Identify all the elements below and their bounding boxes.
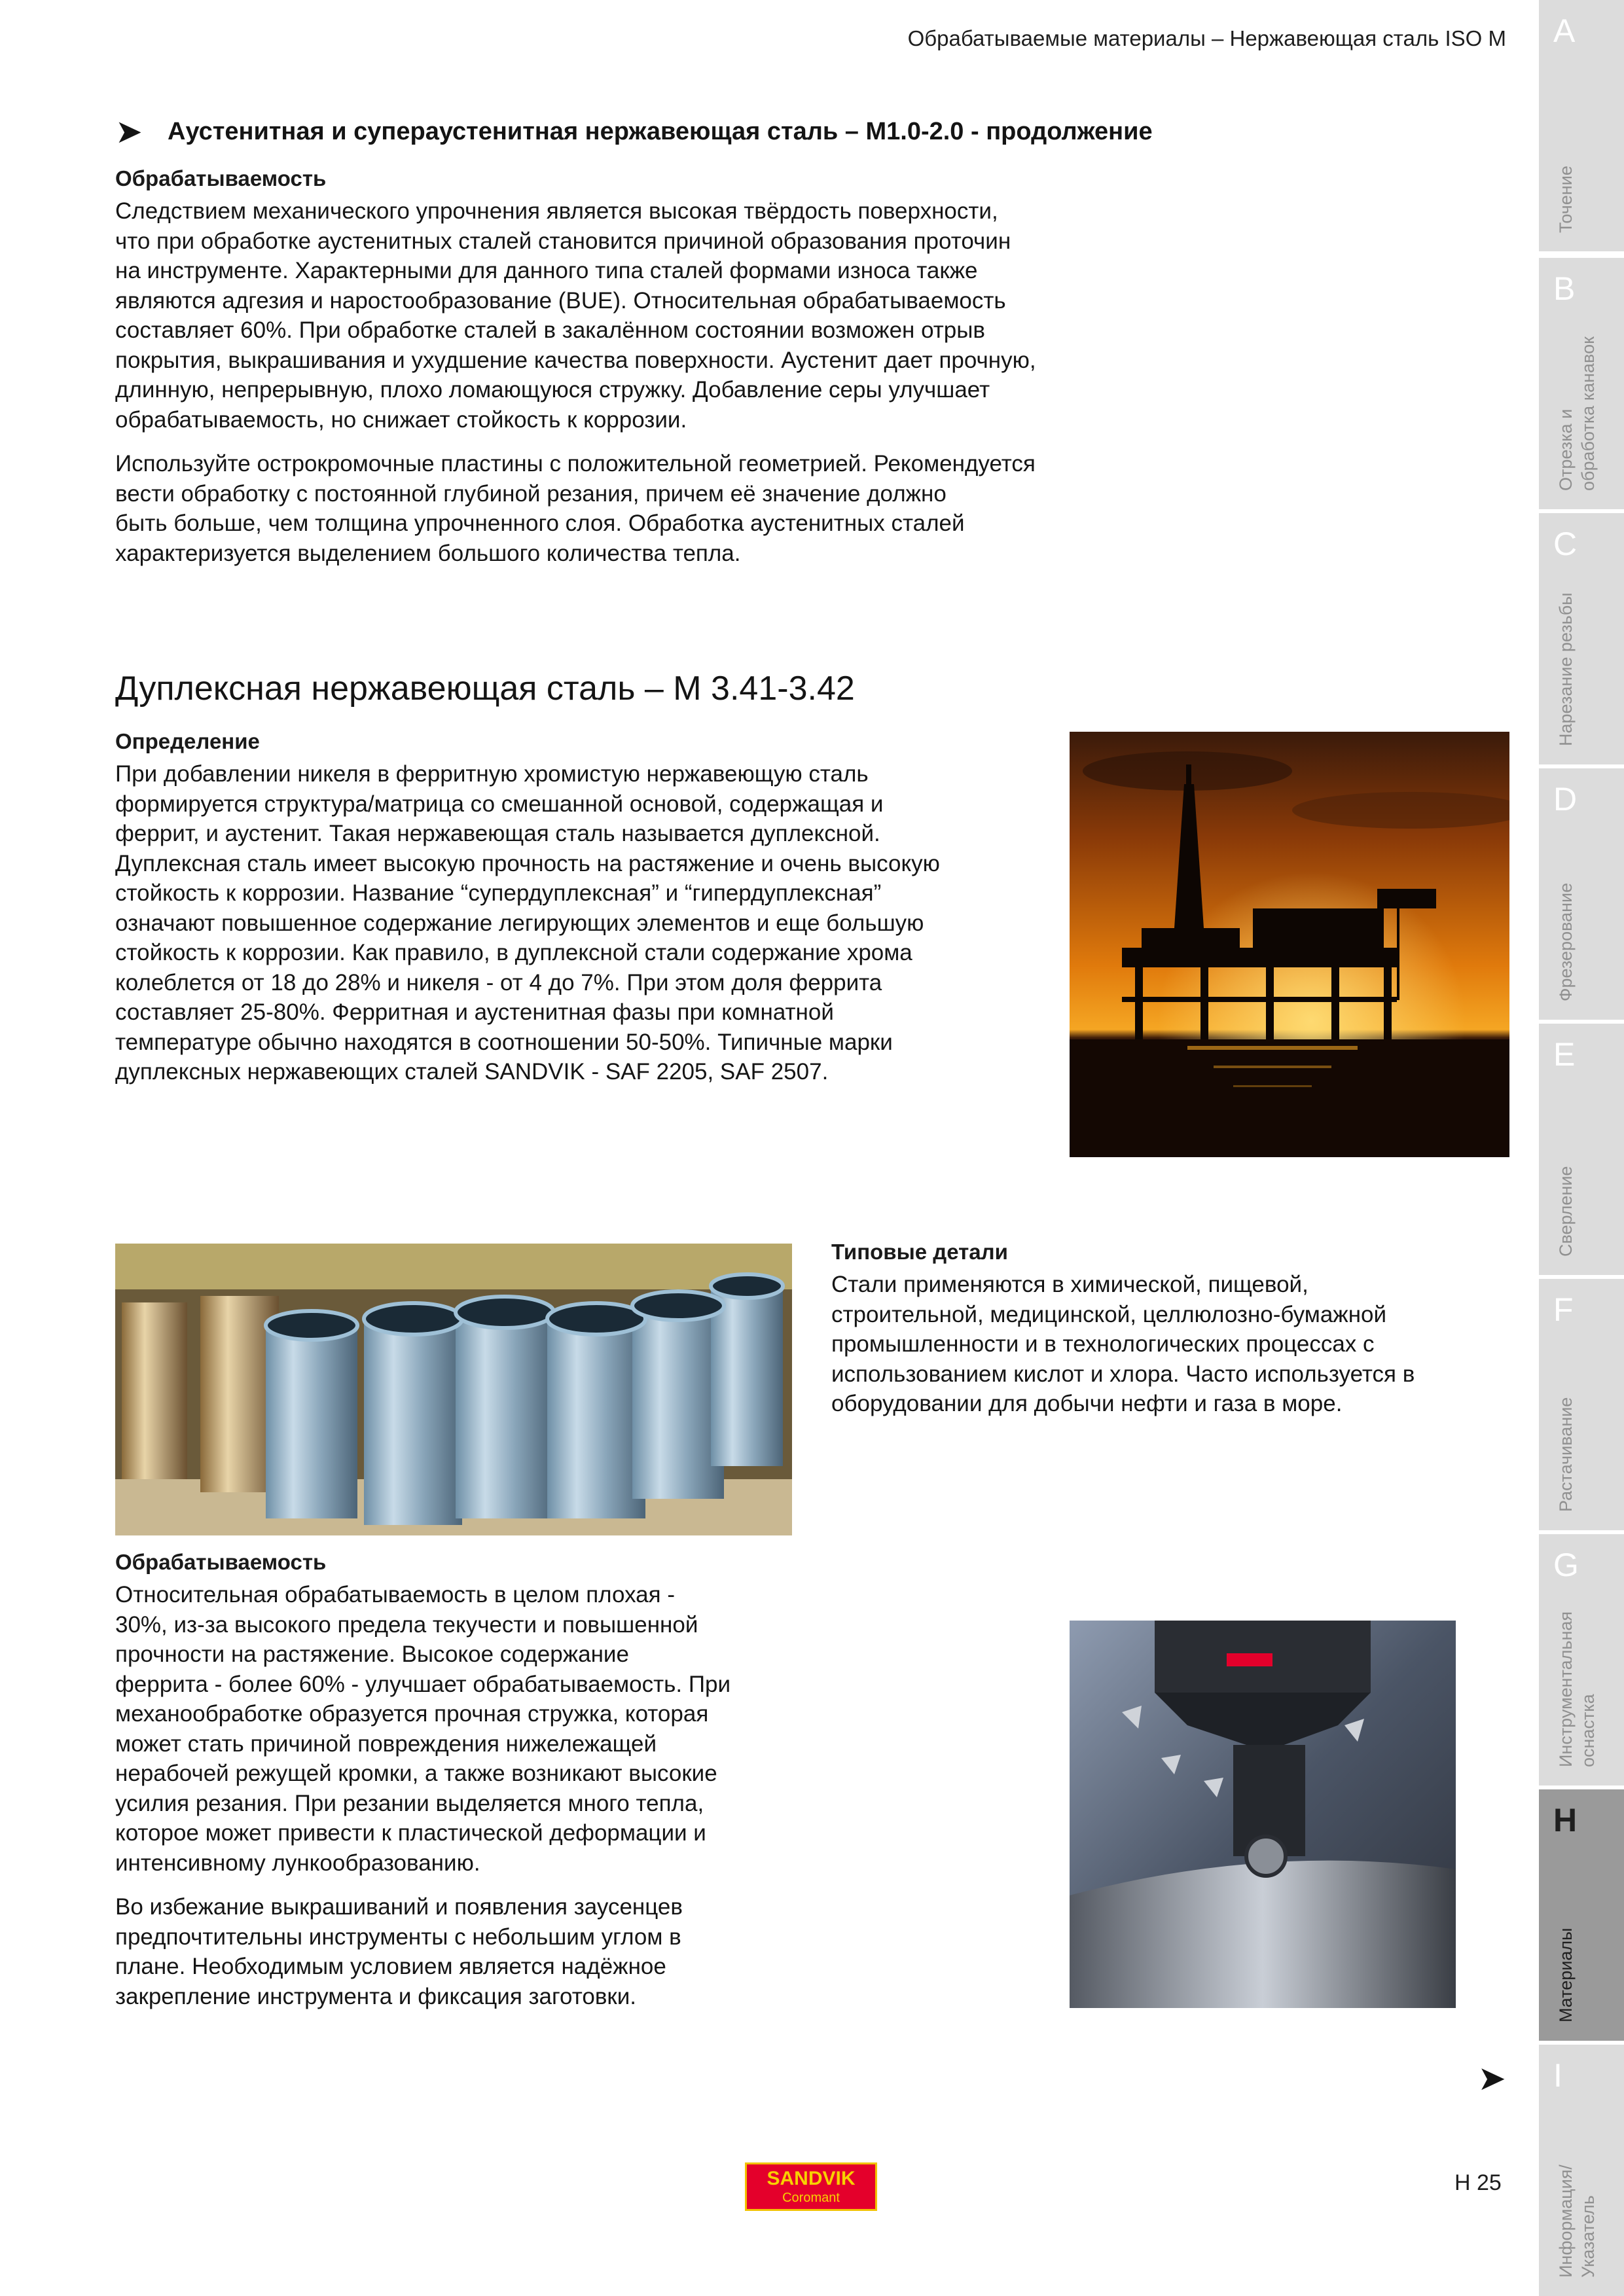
austenitic-machinability-line: являются адгезия и наростообразование (BUE). Относительная обрабатываемость [115,287,1006,314]
milling-tool-photo [1070,1621,1456,2008]
duplex-machinability-line: плане. Необходимым условием является надёжное [115,1954,666,1979]
tab-letter: C [1553,526,1578,562]
duplex-machinability-line: интенсивному лункообразованию. [115,1850,480,1876]
running-header: Обрабатываемые материалы – Нержавеющая сталь ISO M [907,26,1506,50]
paragraph [115,759,1045,1087]
tab-letter: A [1553,12,1576,49]
duplex-machinability-line: которое может привести к пластической деформации и [115,1820,706,1846]
paragraph [831,1270,1486,1419]
tab-letter: D [1553,781,1578,817]
austenitic-machinability-line: обрабатываемость, но снижает стойкость к коррозии. [115,406,687,433]
definition-line: означают повышенное содержание легирующих элементов и еще большую [115,910,924,936]
duplex-machinability-line: прочности на растяжение. Высокое содержание [115,1641,629,1667]
definition-line: Дуплексная сталь имеет высокую прочность на растяжение и очень высокую [115,850,940,876]
next-page-arrow-icon[interactable]: ➤ [1477,2060,1506,2098]
tab-label: Сверление [1556,1166,1576,1257]
definition-line: формируется структура/матрица со смешанной основой, содержащая и [115,791,884,817]
tab-label: Информация/ Указатель [1556,2164,1598,2278]
section-tab-e[interactable] [1539,1024,1624,1275]
tab-letter: I [1553,2057,1562,2094]
definition-line: При добавлении никеля в ферритную хромистую нержавеющую сталь [115,761,869,787]
typical-parts-line: использованием кислот и хлора. Часто используется в [831,1361,1415,1387]
tab-letter: B [1553,270,1576,307]
duplex-section-title: Дуплексная нержавеющая сталь – M 3.41-3.42 [115,670,855,708]
section-tab-b[interactable] [1539,258,1624,509]
duplex-machinability-text [115,1580,835,2026]
duplex-machinability-line: усилия резания. При резании выделяется много тепла, [115,1790,704,1816]
definition-text [115,759,1045,1102]
austenitic-machinability-line: вести обработку с постоянной глубиной резания, причем её значение должно [115,480,947,507]
austenitic-machinability-line: что при обработке аустенитных сталей становится причиной образования проточин [115,228,1011,254]
austenitic-machinability-line: быть больше, чем толщина упрочненного слоя. Обработка аустенитных сталей [115,511,965,536]
typical-parts-heading: Типовые детали [831,1240,1008,1264]
stainless-tubes-photo [115,1244,792,1535]
tab-label: Фрезерование [1556,882,1576,1001]
definition-line: колеблется от 18 до 28% и никеля - от 4 до 7%. При этом доля феррита [115,969,882,996]
typical-parts-line: Стали применяются в химической, пищевой, [831,1272,1308,1297]
duplex-machinability-line: закрепление инструмента и фиксация заготовки. [115,1983,636,2009]
austenitic-machinability-line: Следствием механического упрочнения является высокая твёрдость поверхности, [115,198,998,224]
sandvik-coromant-logo [745,2162,877,2211]
page-number: H 25 [1454,2170,1502,2195]
paragraph [115,449,1136,568]
section-tab-i[interactable] [1539,2045,1624,2296]
arrow-right-icon: ➤ [115,113,143,150]
tab-label: Отрезка и обработка канавок [1556,336,1598,491]
continued-section-heading [115,115,1228,148]
duplex-machinability-heading: Обрабатываемость [115,1550,327,1574]
tab-letter: H [1553,1802,1578,1839]
austenitic-machinability-line: длинную, непрерывную, плохо ломающуюся стружку. Добавление серы улучшает [115,377,990,403]
austenitic-machinability-line: Используйте острокромочные пластины с положительной геометрией. Рекомендуется [115,451,1036,476]
section-tab-a[interactable] [1539,0,1624,251]
section-tabs [1539,0,1624,2296]
definition-line: стойкость к коррозии. Как правило, в дуплексной стали содержание хрома [115,940,912,965]
duplex-machinability-line: Во избежание выкрашиваний и появления заусенцев [115,1894,683,1920]
typical-parts-text [831,1270,1486,1433]
tab-label: Материалы [1556,1928,1576,2022]
tab-letter: F [1553,1291,1574,1328]
section-tab-d[interactable] [1539,768,1624,1020]
definition-line: температуре обычно находятся в соотношении 50-50%. Типичные марки [115,1029,893,1055]
definition-line: составляет 25-80%. Ферритная и аустенитная фазы при комнатной [115,999,834,1025]
definition-heading: Определение [115,729,260,753]
typical-parts-line: строительной, медицинской, целлюлозно-бумажной [831,1301,1387,1327]
definition-line: феррит, и аустенит. Такая нержавеющая сталь называется дуплексной. [115,821,880,846]
tab-letter: G [1553,1547,1579,1583]
duplex-machinability-line: может стать причиной повреждения нижележащей [115,1731,657,1757]
section-tab-f[interactable] [1539,1279,1624,1530]
section-tab-g[interactable] [1539,1534,1624,1785]
austenitic-machinability-text [115,196,1136,583]
continued-section-title: Аустенитная и супераустенитная нержавеющая сталь – M1.0-2.0 - продолжение [168,117,1153,145]
section-tab-c[interactable] [1539,513,1624,764]
logo-line1: SANDVIK [767,2168,856,2189]
duplex-machinability-line: нерабочей режущей кромки, а также возникают высокие [115,1761,717,1786]
definition-line: стойкость к коррозии. Название “супердуплексная” и “гипердуплексная” [115,880,882,906]
paragraph [115,1580,835,1878]
logo-line2: Coromant [782,2191,840,2205]
typical-parts-line: промышленности и в технологических процессах с [831,1331,1375,1357]
tab-letter: E [1553,1036,1576,1073]
section-tab-h[interactable] [1539,1789,1624,2041]
duplex-machinability-line: механообработке образуется прочная стружка, которая [115,1701,709,1727]
duplex-machinability-line: 30%, из-за высокого предела текучести и повышенной [115,1611,698,1638]
duplex-machinability-line: феррита - более 60% - улучшает обрабатываемость. При [115,1671,731,1697]
oil-platform-photo [1070,732,1509,1157]
austenitic-machinability-line: на инструменте. Характерными для данного типа сталей формами износа также [115,258,978,283]
austenitic-machinability-line: покрытия, выкрашивания и ухудшение качества поверхности. Аустенит дает прочную, [115,347,1036,373]
tab-label: Точение [1556,166,1576,233]
paragraph [115,1892,835,2011]
paragraph [115,196,1136,435]
tab-label: Нарезание резьбы [1556,592,1576,746]
tab-label: Инструментальная оснастка [1556,1611,1598,1767]
duplex-machinability-line: Относительная обрабатываемость в целом плохая - [115,1582,675,1607]
austenitic-machinability-line: составляет 60%. При обработке сталей в закалённом состоянии возможен отрыв [115,317,986,343]
austenitic-machinability-heading: Обрабатываемость [115,166,327,190]
duplex-machinability-line: предпочтительны инструменты с небольшим углом в [115,1924,681,1950]
typical-parts-line: оборудовании для добычи нефти и газа в море. [831,1391,1343,1416]
austenitic-machinability-line: характеризуется выделением большого количества тепла. [115,540,741,566]
tab-label: Растачивание [1556,1397,1576,1512]
definition-line: дуплексных нержавеющих сталей SANDVIK - SAF 2205, SAF 2507. [115,1059,829,1085]
